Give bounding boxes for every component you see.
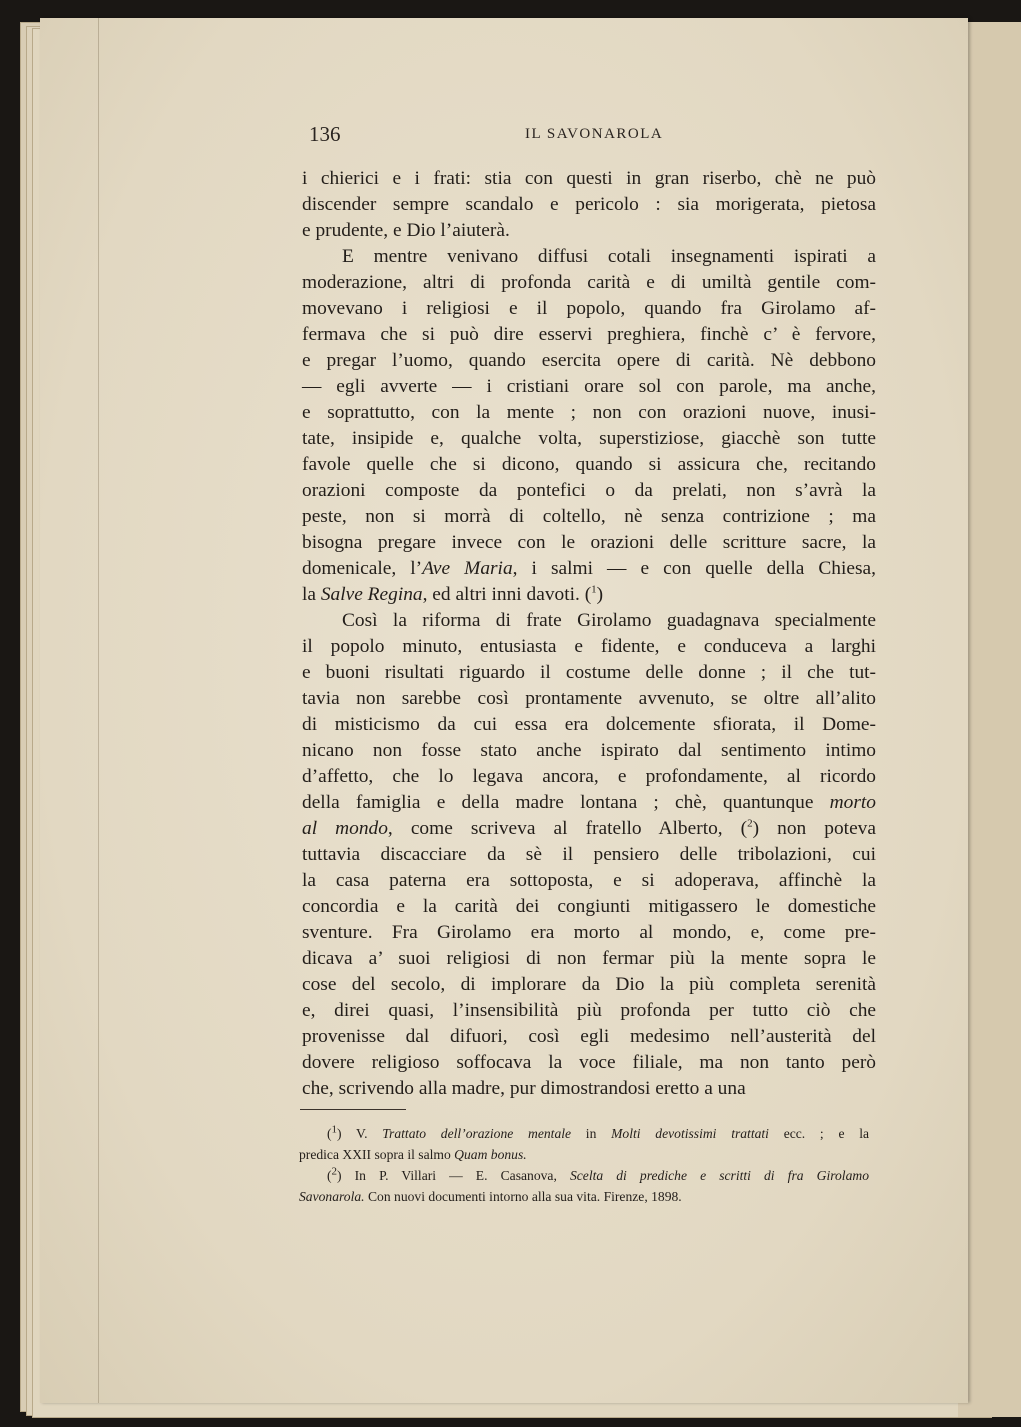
body-line: Così la riforma di frate Girolamo guadagnava specialmente <box>342 610 876 631</box>
body-line: fermava che si può dire esservi preghiera, finchè c’ è fervore, <box>302 324 876 345</box>
body-line: — egli avverte — i cristiani orare sol con parole, ma anche, <box>302 376 876 397</box>
body-line: moderazione, altri di profonda carità e di umiltà gentile com- <box>302 272 876 293</box>
body-line: provenisse dal difuori, così egli medesimo nell’austerità del <box>302 1026 876 1047</box>
body-line: dovere religioso soffocava la voce filiale, ma non tanto però <box>302 1052 876 1073</box>
body-line: E mentre venivano diffusi cotali insegnamenti ispirati a <box>342 246 876 267</box>
body-line: cose del secolo, di implorare da Dio la più completa serenità <box>302 974 876 995</box>
body-line: sventure. Fra Girolamo era morto al mondo, e, come pre- <box>302 922 876 943</box>
body-line: e prudente, e Dio l’aiuterà. <box>302 220 510 241</box>
body-line: bisogna pregare invece con le orazioni delle scritture sacre, la <box>302 532 876 553</box>
body-line: tate, insipide e, qualche volta, superstiziose, giacchè son tutte <box>302 428 876 449</box>
running-title: IL SAVONAROLA <box>525 126 664 142</box>
body-line: della famiglia e della madre lontana ; chè, quantunque morto <box>302 792 876 813</box>
body-line: tavia non sarebbe così prontamente avvenuto, se oltre all’alito <box>302 688 876 709</box>
footnote-1-cont: predica XXII sopra il salmo Quam bonus. <box>299 1147 527 1162</box>
body-line: e, direi quasi, l’insensibilità più profonda per tutto ciò che <box>302 1000 876 1021</box>
body-line: peste, non si morrà di coltello, nè senza contrizione ; ma <box>302 506 876 527</box>
body-line: domenicale, l’Ave Maria, i salmi — e con quelle della Chiesa, <box>302 558 876 579</box>
footnote-2-cont: Savonarola. Con nuovi documenti intorno alla sua vita. Firenze, 1898. <box>299 1189 682 1204</box>
body-line: e soprattutto, con la mente ; non con orazioni nuove, inusi- <box>302 402 876 423</box>
body-line: concordia e la carità dei congiunti mitigassero le domestiche <box>302 896 876 917</box>
footnote-rule <box>300 1109 406 1110</box>
page-fold-line <box>98 18 99 1403</box>
body-line: dicava a’ suoi religiosi di non fermar più la mente sopra le <box>302 948 876 969</box>
body-line: di misticismo da cui essa era dolcemente sfiorata, il Dome- <box>302 714 876 735</box>
body-line: la Salve Regina, ed altri inni davoti. ($^1$) <box>302 583 604 605</box>
body-line: nicano non fosse stato anche ispirato dal sentimento intimo <box>302 740 876 761</box>
body-line: e buoni risultati riguardo il costume delle donne ; il che tut- <box>302 662 876 683</box>
footnote-2: ($^2$) In P. Villari — E. Casanova, Scelta di prediche e scritti di fra Girolamo <box>327 1165 869 1183</box>
body-line: il popolo minuto, entusiasta e fidente, e conduceva a larghi <box>302 636 876 657</box>
page-number: 136 <box>309 122 341 146</box>
page-header <box>309 122 869 148</box>
body-text <box>302 166 876 1102</box>
body-line: al mondo, come scriveva al fratello Alberto, ($^2$) non poteva <box>302 817 876 839</box>
body-line: e pregar l’uomo, quando esercita opere di carità. Nè debbono <box>302 350 876 371</box>
body-line: tuttavia discacciare da sè il pensiero delle tribolazioni, cui <box>302 844 876 865</box>
footnotes <box>299 1123 869 1207</box>
body-line: favole quelle che si dicono, quando si assicura che, recitando <box>302 454 876 475</box>
footnote-1: ($^1$) V. Trattato dell’orazione mentale in Molti devotissimi trattati ecc. ; e la <box>327 1123 870 1141</box>
body-line: d’affetto, che lo legava ancora, e profondamente, al ricordo <box>302 766 876 787</box>
body-line: la casa paterna era sottoposta, e si adoperava, affinchè la <box>302 870 876 891</box>
body-line: i chierici e i frati: stia con questi in gran riserbo, chè ne può <box>302 168 876 189</box>
body-line: movevano i religiosi e il popolo, quando fra Girolamo af- <box>302 298 876 319</box>
body-line: che, scrivendo alla madre, pur dimostrandosi eretto a una <box>302 1078 746 1099</box>
body-line: discender sempre scandalo e pericolo : sia morigerata, pietosa <box>302 194 876 215</box>
body-line: orazioni composte da pontefici o da prelati, non s’avrà la <box>302 480 876 501</box>
